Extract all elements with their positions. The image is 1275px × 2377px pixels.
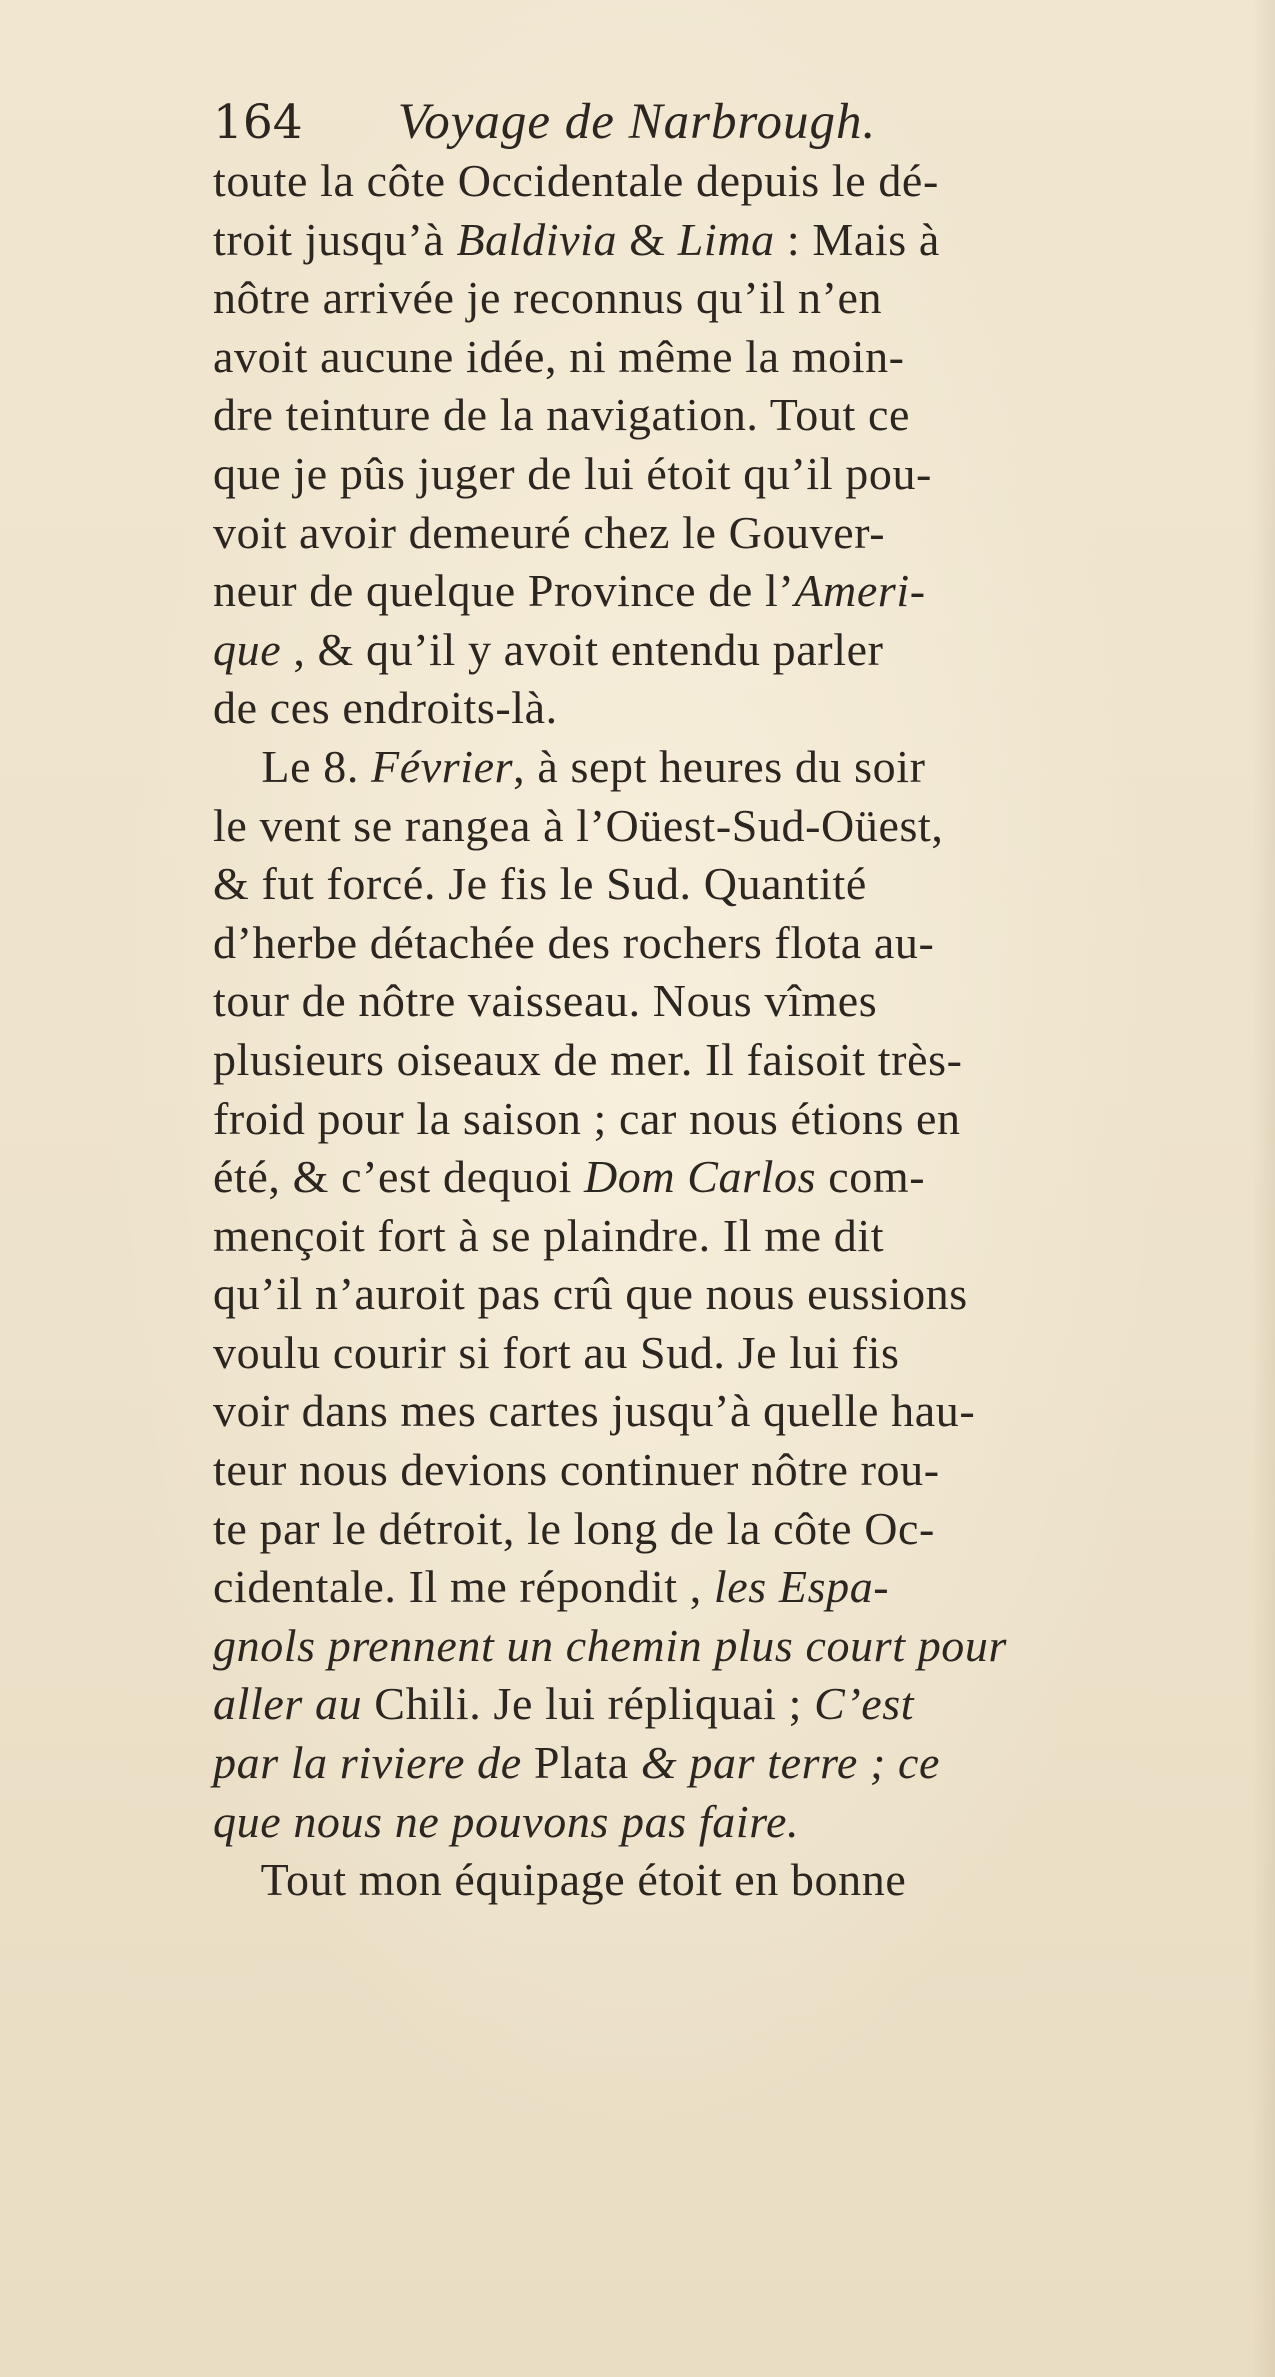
text-line: [213, 1148, 1243, 1207]
text-segment: avoit aucune idée, ni même la moin-: [213, 330, 905, 382]
page-number: 164: [213, 95, 303, 150]
running-head: [213, 92, 1213, 152]
text-segment: que je pûs juger de lui étoit qu’il pou-: [213, 447, 932, 499]
text-segment: : Mais à: [774, 213, 940, 265]
text-line: [213, 855, 1243, 914]
text-segment: qu’il n’auroit pas crû que nous eussions: [213, 1268, 968, 1320]
italic-text-segment: que: [213, 623, 282, 675]
page-edge-shadow: [1251, 0, 1275, 2377]
text-line: [213, 1324, 1243, 1383]
text-segment: voir dans mes cartes jusqu’à quelle hau-: [213, 1385, 976, 1437]
text-line: [213, 914, 1243, 973]
text-line: [213, 1031, 1243, 1090]
text-segment: Tout mon équipage étoit en bonne: [213, 1854, 907, 1906]
text-segment: plusieurs oiseaux de mer. Il faisoit très-: [213, 1033, 963, 1085]
text-line: [213, 1207, 1243, 1266]
text-segment: d’herbe détachée des rochers flota au-: [213, 916, 935, 968]
text-segment: , à sept heures du soir: [513, 740, 926, 792]
text-line: [213, 1265, 1243, 1324]
italic-text-segment: & par terre ; ce: [640, 1737, 941, 1789]
text-line: [213, 1382, 1243, 1441]
italic-text-segment: C’est: [814, 1678, 915, 1730]
text-line: [213, 1675, 1243, 1734]
text-line: [213, 972, 1243, 1031]
text-line: [213, 1793, 1243, 1852]
text-line: [213, 445, 1243, 504]
text-segment: nôtre arrivée je reconnus qu’il n’en: [213, 272, 883, 324]
running-title: Voyage de Narbrough.: [397, 94, 877, 150]
text-segment: te par le détroit, le long de la côte Oc-: [213, 1502, 935, 1554]
text-segment: Plata: [521, 1737, 641, 1789]
text-line: [213, 738, 1243, 797]
italic-text-segment: Dom Carlos: [583, 1151, 817, 1203]
italic-text-segment: aller au: [213, 1678, 363, 1730]
text-segment: Le 8.: [213, 740, 372, 792]
text-segment: com-: [816, 1151, 926, 1203]
text-segment: dre teinture de la navigation. Tout ce: [213, 389, 910, 441]
text-segment: voulu courir si fort au Sud. Je lui fis: [213, 1326, 900, 1378]
text-line: [213, 211, 1243, 270]
text-segment: neur de quelque Province de l’: [213, 565, 795, 617]
text-line: [213, 152, 1243, 211]
text-line: [213, 1734, 1243, 1793]
text-line: [213, 1441, 1243, 1500]
text-line: [213, 679, 1243, 738]
text-segment: toute la côte Occidentale depuis le dé-: [213, 155, 939, 206]
text-segment: tour de nôtre vaisseau. Nous vîmes: [213, 975, 878, 1027]
italic-text-segment: que nous ne pouvons pas faire.: [213, 1795, 800, 1847]
text-segment: teur nous devions continuer nôtre rou-: [213, 1444, 940, 1496]
text-segment: le vent se rangea à l’Oüest-Sud-Oüest,: [213, 799, 944, 851]
text-line: [213, 1558, 1243, 1617]
italic-text-segment: Ameri-: [794, 565, 926, 617]
italic-text-segment: gnols prennent un chemin plus court pour: [213, 1619, 1008, 1671]
text-segment: mençoit fort à se plaindre. Il me dit: [213, 1209, 885, 1261]
text-segment: , & qu’il y avoit entendu parler: [281, 623, 884, 675]
italic-text-segment: les Espa-: [713, 1561, 890, 1613]
text-line: [213, 269, 1243, 328]
italic-text-segment: par la riviere de: [213, 1737, 522, 1789]
text-segment: voit avoir demeuré chez le Gouver-: [213, 506, 886, 558]
italic-text-segment: Lima: [677, 213, 775, 265]
text-line: [213, 1090, 1243, 1149]
body-text: [213, 152, 1243, 1910]
text-segment: & fut forcé. Je fis le Sud. Quantité: [213, 858, 867, 910]
text-line: [213, 386, 1243, 445]
text-line: [213, 621, 1243, 680]
text-segment: été, & c’est dequoi: [213, 1151, 584, 1203]
text-line: [213, 328, 1243, 387]
text-segment: froid pour la saison ; car nous étions en: [213, 1092, 961, 1144]
text-line: [213, 504, 1243, 563]
text-line: [213, 562, 1243, 621]
text-segment: de ces endroits-là.: [213, 682, 558, 734]
text-line: [213, 1851, 1243, 1910]
text-segment: troit jusqu’à: [213, 213, 457, 265]
text-segment: Chili. Je lui répliquai ;: [362, 1678, 815, 1730]
italic-text-segment: Février: [371, 740, 514, 792]
text-line: [213, 1617, 1243, 1676]
text-line: [213, 1500, 1243, 1559]
text-segment: &: [617, 213, 678, 265]
text-segment: cidentale. Il me répondit ,: [213, 1561, 714, 1613]
text-line: [213, 797, 1243, 856]
italic-text-segment: Baldivia: [456, 213, 618, 265]
